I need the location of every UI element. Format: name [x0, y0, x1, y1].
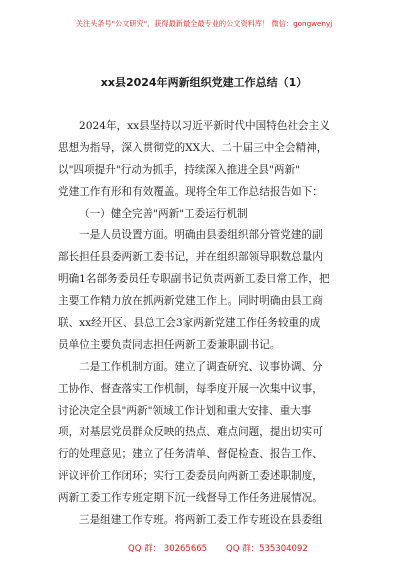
body-line: 工协作、督查落实工作机制，每季度开展一次集中议事，: [58, 382, 323, 395]
body-line: 2024年，xx县坚持以习近平新时代中国特色社会主义: [79, 120, 330, 132]
body-line: 项，对基层党员群众反映的热点、难点问题，提出切实可: [58, 426, 323, 439]
body-line: 以"四项提升"行动为抓手，持续深入推进全县"两新": [58, 163, 300, 176]
body-line: 二是工作机制方面。建立了调查研究、议事协调、分: [79, 360, 323, 373]
footer-qq-group-1: QQ 群： 30265665: [128, 544, 208, 554]
body-line: 明确1名部务委员任专职副书记负责两新工委日常工作，把: [58, 273, 330, 286]
body-line: 主要工作精力放在抓两新党建工作上。同时明确由县工商: [58, 295, 323, 308]
body-line: 员单位主要负责同志担任两新工委兼职副书记。: [58, 338, 281, 351]
document-body: [58, 116, 354, 532]
body-line: 党建工作有形和有效覆盖。现将全年工作总结报告如下：: [58, 185, 323, 198]
document-title: xx县2024年两新组织党建工作总结（1）: [100, 76, 308, 89]
body-line: 讨论决定全县"两新"领域工作计划和重大安排、重大事: [58, 404, 312, 417]
body-line: 思想为指导，深入贯彻党的XX大、二十届三中全会精神，: [58, 141, 328, 154]
body-line: 联、xx经开区、县总工会3家两新党建工作任务较重的成: [58, 317, 321, 330]
body-line: 评议评价工作闭环；实行工委委员向两新工委述职制度，: [58, 470, 323, 483]
body-line: 三是组建工作专班。将两新工委工作专班设在县委组: [79, 514, 323, 527]
body-line: 两新工委工作专班定期下沉一线督导工作任务进展情况。: [58, 492, 323, 505]
body-line: 部长担任县委两新工委书记，并在组织部领导职数总量内: [58, 251, 323, 264]
body-line: （一）健全完善"两新"工委运行机制: [79, 207, 248, 220]
body-line: 行的处理意见；建立了任务清单、督促检查、报告工作、: [58, 448, 323, 461]
footer-qq-group-2: QQ 群：535304092: [226, 544, 308, 554]
header-promo-note: 关注头条号"公文研究"，获得最新最全最专业的公文资料库！ 微信：gongwenyj: [75, 19, 333, 28]
body-line: 一是人员设置方面。明确由县委组织部分管党建的副: [79, 229, 323, 242]
